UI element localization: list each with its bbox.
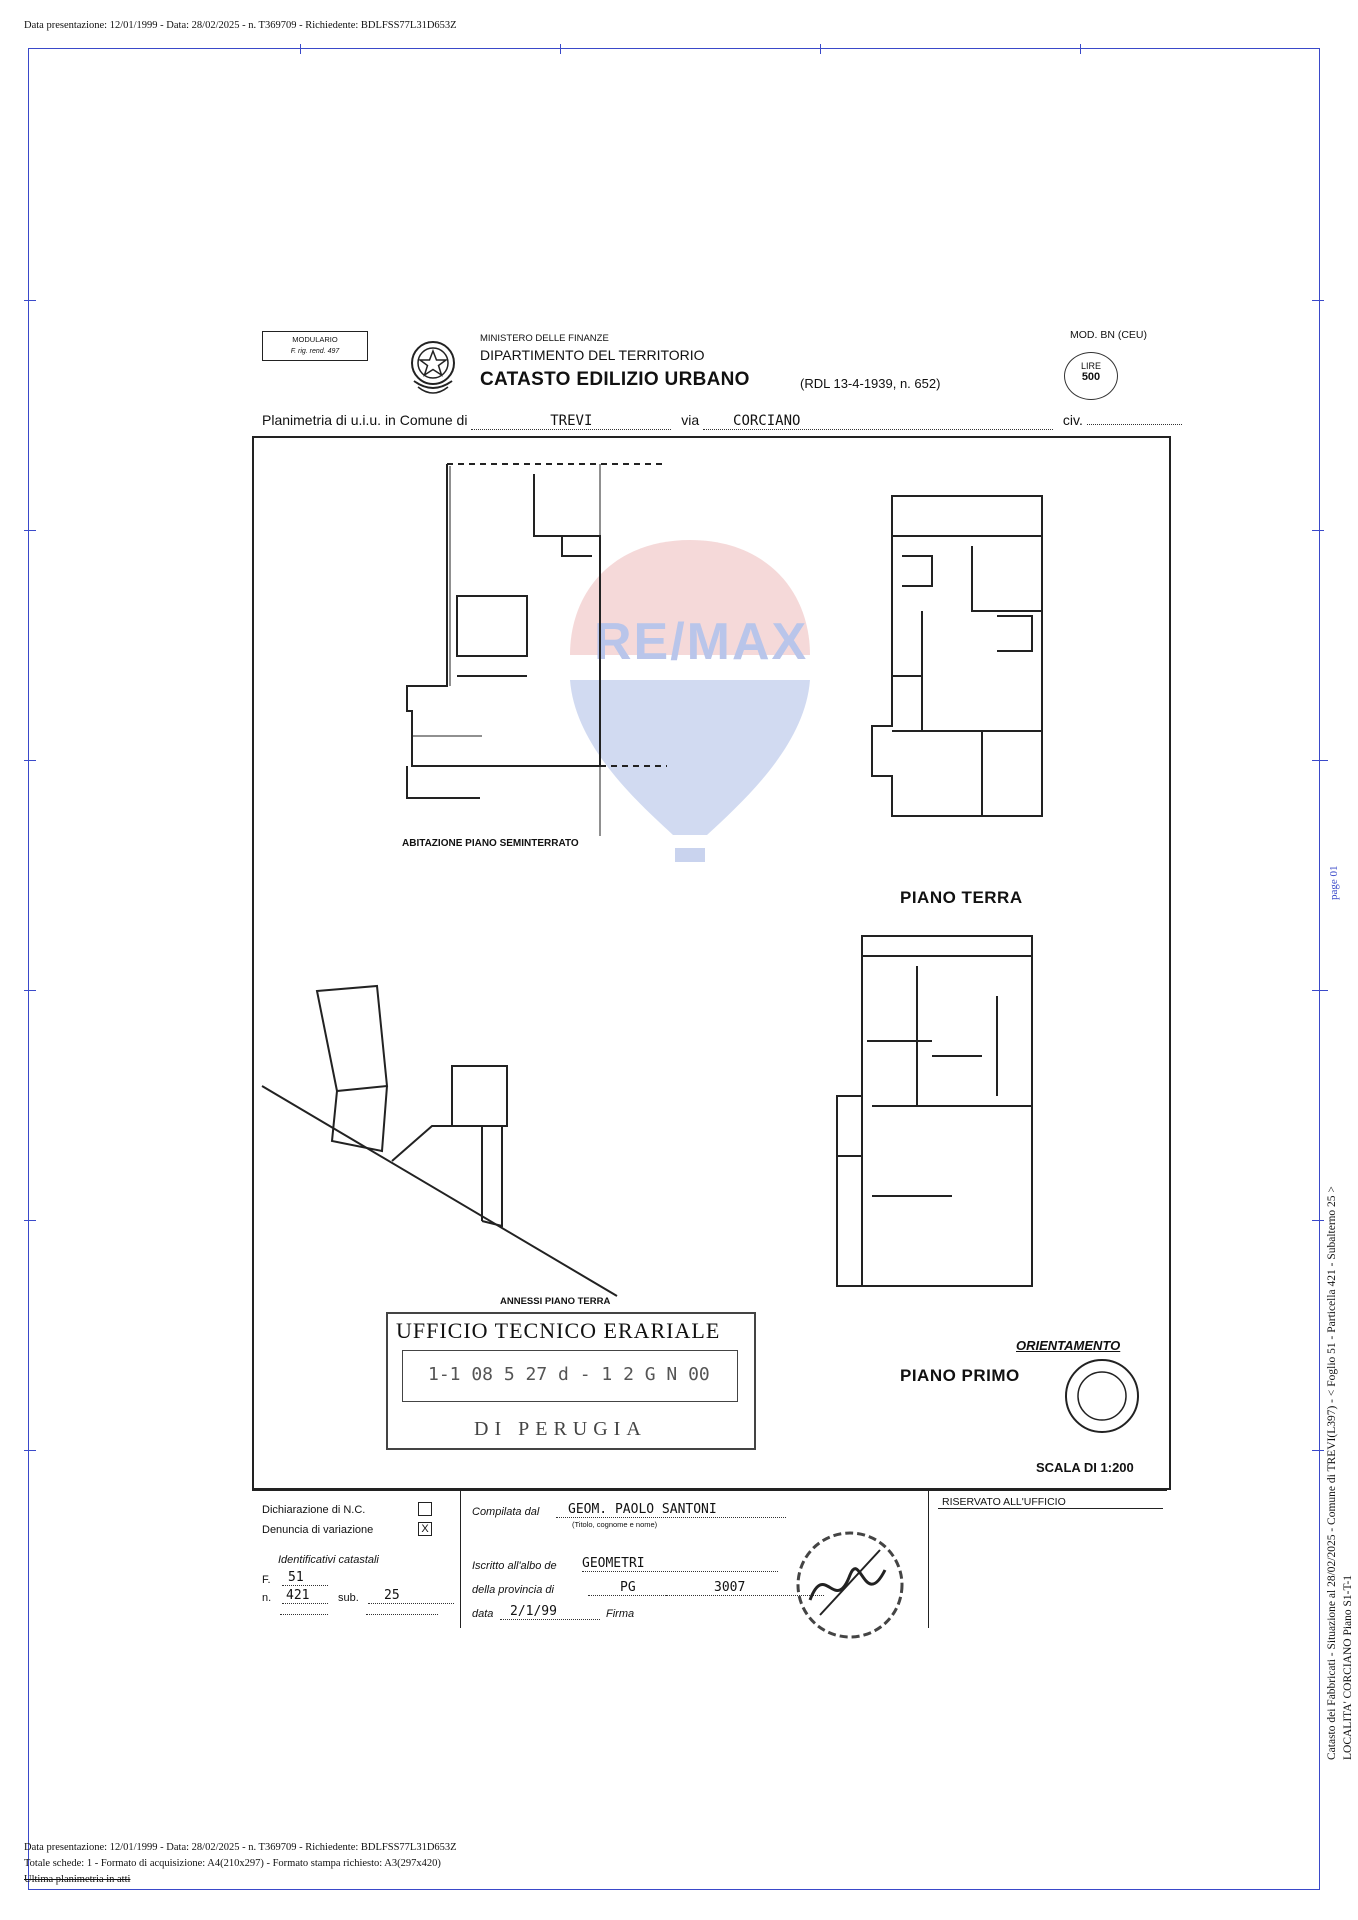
label-piano-terra: PIANO TERRA [900,888,1023,907]
label-seminterrato: ABITAZIONE PIANO SEMINTERRATO [402,838,579,849]
frame-tick [24,760,36,761]
bottom-rule [252,1490,1167,1491]
lire-label: LIRE [1080,361,1101,371]
planimetria-line [262,412,1182,430]
modulario-label: MODULARIO [292,335,338,344]
compilata-label: Compilata dal [472,1506,540,1518]
frame-tick [1312,530,1324,531]
firma-label: Firma [606,1608,635,1620]
label-piano-primo: PIANO PRIMO [900,1366,1020,1385]
modulario-box [262,331,368,361]
frame-tick [1318,760,1328,761]
frame-tick [1318,990,1328,991]
f-label: F. [262,1574,271,1586]
office-stamp [386,1312,756,1450]
footer-line-3: Ultima planimetria in atti [24,1874,131,1885]
page-tag: page 01 [1328,865,1340,900]
lire-stamp [1064,352,1118,400]
vertical-location-info: LOCALITA' CORCIANO Piano S1-T-1 [1342,1574,1354,1760]
ministry-name: MINISTERO DELLE FINANZE [480,333,609,344]
compilata-value: GEOM. PAOLO SANTONI [556,1502,786,1518]
department-name: DIPARTIMENTO DEL TERRITORIO [480,347,705,363]
albo-value: GEOMETRI [582,1556,778,1572]
provincia-value: PG [588,1580,690,1596]
via-label: via [681,412,700,428]
f-value: 51 [282,1570,328,1586]
planimetria-prefix: Planimetria di u.i.u. in Comune di [262,412,468,428]
sub-value: 25 [368,1588,454,1604]
frame-tick [24,530,36,531]
modulario-ref: F. rig. rend. 497 [290,348,340,355]
stamp-city: DI PERUGIA [474,1418,647,1440]
frame-tick [24,300,36,301]
data-value: 2/1/99 [500,1604,600,1620]
form-title-ref: (RDL 13-4-1939, n. 652) [800,376,941,391]
bottom-divider [928,1490,929,1628]
plan-seminterrato [407,464,667,836]
riservato-label: RISERVATO ALL'UFFICIO [942,1496,1066,1508]
plan-piano-terra [872,496,1042,816]
n-value: 421 [282,1588,328,1604]
stamp-office-name: UFFICIO TECNICO ERARIALE [396,1318,721,1343]
label-annessi: ANNESSI PIANO TERRA [500,1296,611,1307]
data-label: data [472,1608,494,1620]
label-orientamento: ORIENTAMENTO [1016,1338,1121,1353]
sub-label: sub. [338,1592,359,1604]
n-label: n. [262,1592,272,1604]
frame-tick [820,44,821,54]
plan-annessi [262,986,617,1296]
frame-tick [1312,1220,1324,1221]
signature-stamp-icon [780,1520,920,1650]
compilata-hint: (Titolo, cognome e nome) [572,1520,658,1529]
plan-piano-primo [837,936,1032,1286]
denuncia-checkbox[interactable]: X [418,1522,432,1536]
frame-tick [24,990,36,991]
footer-line-1: Data presentazione: 12/01/1999 - Data: 28/02/2025 - n. T369709 - Richiedente: BDLFSS77L31D653Z [24,1842,457,1853]
frame-tick [24,1450,36,1451]
albo-label: Iscritto all'albo de [472,1560,557,1572]
blank-line [280,1614,328,1615]
denuncia-label: Denuncia di variazione [262,1524,374,1536]
orientation-compass-icon [1066,1360,1138,1432]
dichiarazione-checkbox[interactable] [418,1502,432,1516]
remax-watermark-text: RE/MAX [594,613,809,671]
bottom-divider [460,1490,461,1628]
frame-tick [24,1220,36,1221]
frame-tick [1312,300,1324,301]
lire-value: 500 [1081,371,1101,383]
numero-value: 3007 [666,1580,824,1596]
provincia-label: della provincia di [472,1584,554,1596]
label-scala: SCALA DI 1:200 [1036,1460,1134,1475]
vertical-cadastre-info: Catasto dei Fabbricati - Situazione al 28/02/2025 - Comune di TREVI(L397) - < Foglio 51 - Particella 421 - Subalterno 25 > [1326,1186,1338,1760]
identificativi-label: Identificativi catastali [278,1554,379,1566]
frame-tick [1080,44,1081,54]
comune-value: TREVI [471,413,671,430]
footer-line-2: Totale schede: 1 - Formato di acquisizione: A4(210x297) - Formato stampa richiesto: A3(297x420) [24,1858,441,1869]
frame-tick [1312,1450,1324,1451]
blank-line [366,1614,438,1615]
via-value: CORCIANO [703,413,1053,430]
form-title: CATASTO EDILIZIO URBANO [480,369,750,390]
riservato-rule [938,1508,1163,1509]
header-line: Data presentazione: 12/01/1999 - Data: 28/02/2025 - n. T369709 - Richiedente: BDLFSS77L31D653Z [24,20,457,31]
stamp-protocol: 1-1 08 5 27 d - 1 2 G N 00 [428,1364,710,1385]
mod-code: MOD. BN (CEU) [1070,329,1147,341]
civ-value [1087,424,1182,425]
civ-label: civ. [1062,412,1083,428]
republic-emblem-icon [408,333,458,399]
frame-tick [300,44,301,54]
dichiarazione-label: Dichiarazione di N.C. [262,1504,366,1516]
frame-tick [560,44,561,54]
